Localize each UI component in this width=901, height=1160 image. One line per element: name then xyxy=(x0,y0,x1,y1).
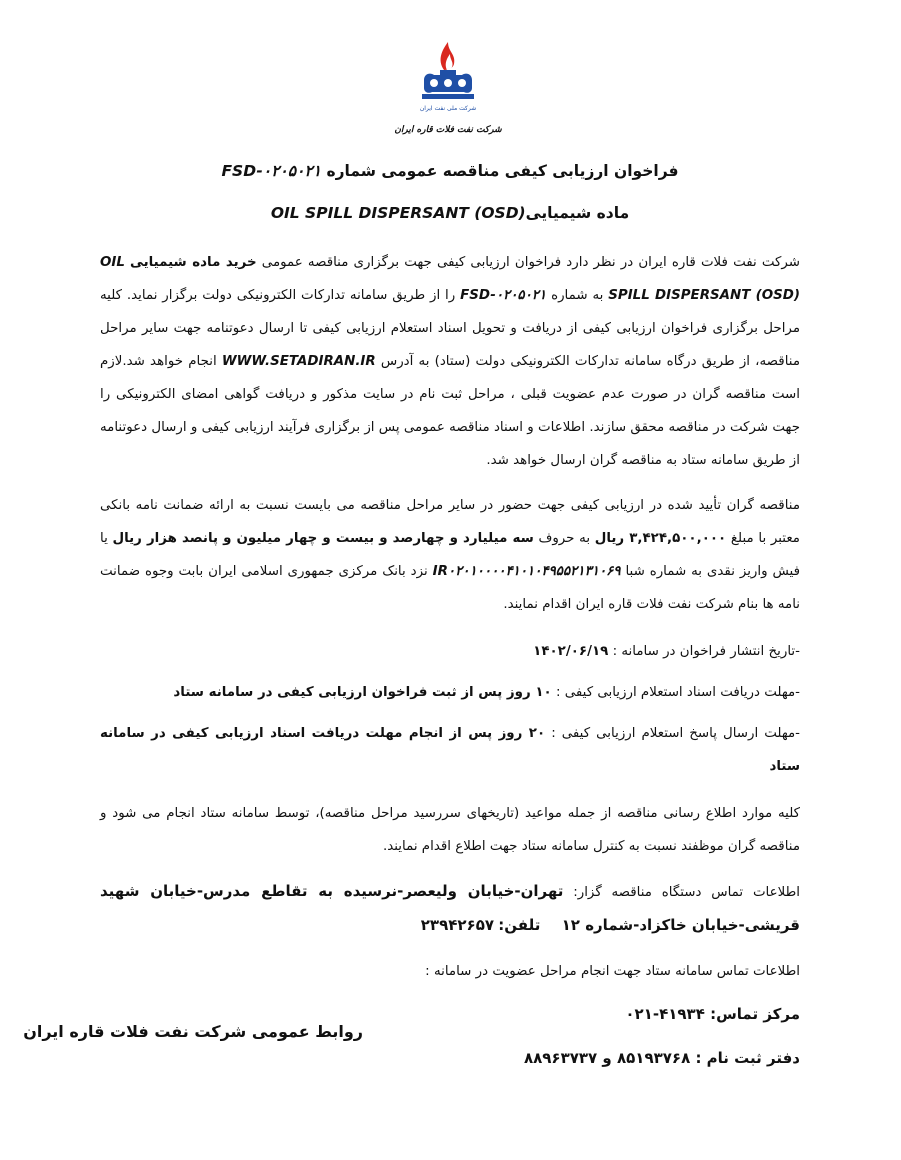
publish-date-line xyxy=(100,635,800,668)
intro-text-1: شرکت نفت فلات قاره ایران در نظر دارد فراخوان ارزیابی کیفی جهت برگزاری مناقصه عمومی xyxy=(261,255,800,270)
intro-text-4: انجام خواهد شد.لازم است مناقصه گران در صورت عدم عضویت قبلی ، مراحل ثبت نام در سایت مذکور و دریافت گواهی امضای الکترونیکی را جهت شرکت در مناقصه محقق سازند. اطلاعات و اسناد مناقصه عمومی پس از برگزاری فرآیند ارزیابی کیفی و ارسال دعوتنامه از طریق سامانه ستاد به مناقصه گران ارسال خواهد شد. xyxy=(100,354,800,468)
title-line-1 xyxy=(100,150,800,192)
svg-text:شرکت نفت فلات قاره ایران: شرکت نفت فلات قاره ایران xyxy=(394,125,502,135)
call-center-number: مرکز تماس: ۴۱۹۳۴-۰۲۱ xyxy=(625,1005,800,1023)
svg-text:شرکت ملی نفت ایران: شرکت ملی نفت ایران xyxy=(419,105,477,112)
title-text: فراخوان ارزیابی کیفی مناقصه عمومی شماره xyxy=(326,162,679,180)
receive-deadline-value: ۱۰ روز پس از ثبت فراخوان ارزیابی کیفی در سامانه ستاد xyxy=(173,685,552,700)
title-line-2 xyxy=(100,192,800,234)
contact-address: تهران-خیابان ولیعصر-نرسیده به تقاطع مدرس-خیابان شهید قریشی-خیابان خاکزاد-شماره ۱۲ xyxy=(100,882,800,934)
signature: روابط عمومی شرکت نفت فلات قاره ایران xyxy=(23,1022,363,1041)
receive-deadline-line xyxy=(100,676,800,709)
reply-deadline-line xyxy=(100,717,800,783)
contact-phone-label: تلفن: xyxy=(498,916,541,934)
company-logo xyxy=(394,40,502,140)
notice-text: کلیه موارد اطلاع رسانی مناقصه از جمله مواعید (تاریخهای سررسید مراحل مناقصه)، توسط سامانه ستاد انجام می شود و مناقصه گران موظفند نسبت به کنترل سامانه ستاد جهت اطلاع اقدام نمایند. xyxy=(100,806,800,854)
reply-deadline-label: -مهلت ارسال پاسخ استعلام ارزیابی کیفی : xyxy=(551,726,800,741)
guarantee-text-2: به حروف xyxy=(538,531,591,546)
registration-office-numbers: دفتر ثبت نام : ۸۵۱۹۳۷۶۸ و ۸۸۹۶۳۷۳۷ xyxy=(523,1049,800,1067)
contact-phone: ۲۳۹۴۲۶۵۷ xyxy=(420,916,495,934)
setad-website-link[interactable]: WWW.SETADIRAN.IR xyxy=(221,354,376,369)
receive-deadline-label: -مهلت دریافت اسناد استعلام ارزیابی کیفی : xyxy=(555,685,800,700)
contact-paragraph xyxy=(100,875,800,943)
intro-product-latin: OIL SPILL DISPERSANT (OSD) xyxy=(100,255,801,303)
guarantee-paragraph xyxy=(100,489,800,621)
guarantee-text-1: مناقصه گران تأیید شده در ارزیابی کیفی جهت حضور در سایر مراحل مناقصه می بایست نسبت به ارائه ضمانت نامه بانکی معتبر با مبلغ xyxy=(100,498,800,546)
guarantee-amount-words: سه میلیارد و چهارصد و بیست و چهار میلیون و پانصد هزار ریال xyxy=(112,531,534,546)
contact-label: اطلاعات تماس دستگاه مناقصه گزار: xyxy=(573,885,800,900)
publish-date-value: ۱۴۰۲/۰۶/۱۹ xyxy=(533,644,609,659)
intro-text-3: را از طریق سامانه تدارکات الکترونیکی دولت برگزار نماید. کلیه مراحل برگزاری فراخوان ارزیابی کیفی از دریافت و تحویل اسناد استعلام ارزیابی کیفی تا ارسال دعوتنامه جهت سایر مراحل مناقصه، از طریق درگاه سامانه تدارکات الکترونیکی دولت (ستاد) به آدرس xyxy=(100,288,800,369)
nioc-emblem-icon xyxy=(394,40,502,140)
setad-contact-text: اطلاعات تماس سامانه ستاد جهت انجام مراحل عضویت در سامانه : xyxy=(425,964,800,979)
announcement xyxy=(100,150,800,1076)
publish-date-label: -تاریخ انتشار فراخوان در سامانه : xyxy=(612,644,800,659)
tender-code: FSD-۰۲۰۵۰۲۱ xyxy=(221,162,322,180)
guarantee-text-3: یا فیش واریز نقدی به شماره شبا xyxy=(100,531,800,579)
title-subject: ماده شیمیایی xyxy=(525,204,630,222)
notice-paragraph xyxy=(100,797,800,863)
iban-number: IR۰۲۰۱۰۰۰۰۴۱۰۱۰۴۹۵۵۲۱۳۱۰۶۹ xyxy=(432,564,621,579)
guarantee-text-4: نزد بانک مرکزی جمهوری اسلامی ایران بابت وجوه ضمانت نامه ها بنام شرکت نفت فلات قاره ایران اقدام نمایند. xyxy=(100,564,800,612)
intro-tender-code: FSD-۰۲۰۵۰۲۱ xyxy=(460,288,547,303)
guarantee-amount: ۳,۴۲۴,۵۰۰,۰۰۰ ریال xyxy=(594,531,727,546)
intro-text-2: به شماره xyxy=(551,288,604,303)
setad-contact-label xyxy=(100,955,800,988)
intro-paragraph xyxy=(100,246,800,477)
title-product-latin: OIL SPILL DISPERSANT (OSD) xyxy=(270,204,526,222)
intro-bold-purchase: خرید ماده شیمیایی xyxy=(130,255,257,270)
reply-deadline-value: ۲۰ روز پس از انجام مهلت دریافت اسناد ارزیابی کیفی در سامانه ستاد xyxy=(100,726,800,774)
